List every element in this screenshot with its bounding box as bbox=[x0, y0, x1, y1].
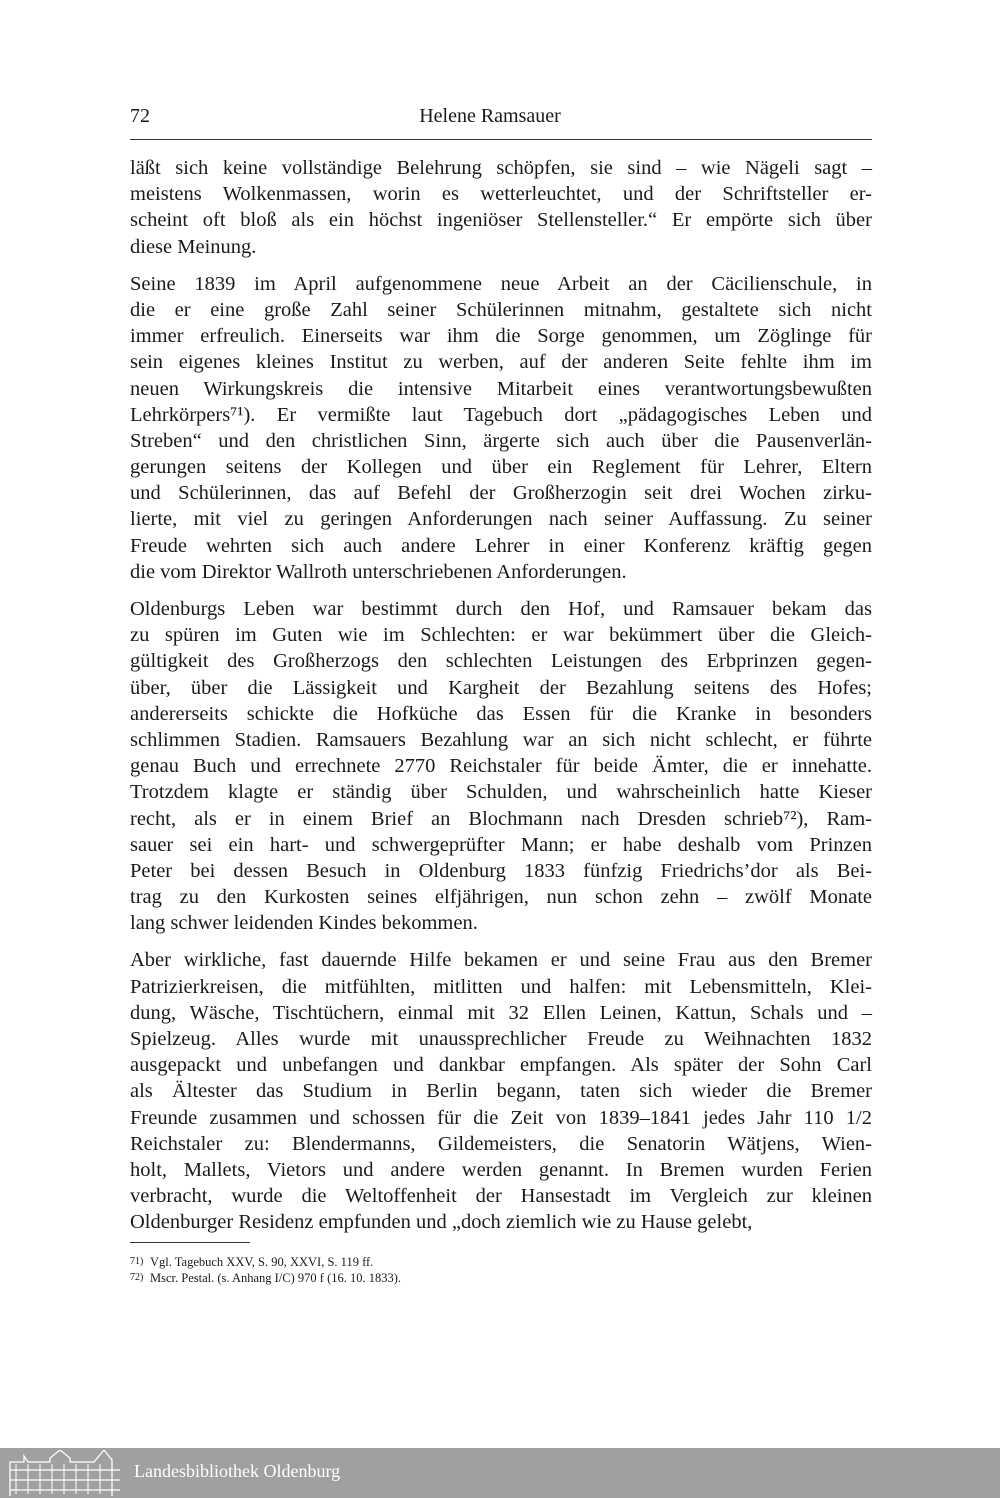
paragraph bbox=[130, 596, 872, 936]
page-number: 72 bbox=[130, 105, 150, 127]
footnote-number: 71) bbox=[130, 1256, 144, 1267]
text-line: Aber wirkliche, fast dauernde Hilfe bekamen er und seine Frau aus den Bremer bbox=[130, 949, 872, 972]
running-title: Helene Ramsauer bbox=[419, 105, 561, 127]
text-line: lierte, mit viel zu geringen Anforderungen nach seiner Auffassung. Zu seiner bbox=[130, 508, 872, 531]
header-rule bbox=[130, 139, 872, 140]
library-building-icon bbox=[6, 1450, 124, 1496]
footnote-text: Mscr. Pestal. (s. Anhang I/C) 970 f (16. 10. 1833). bbox=[150, 1271, 402, 1285]
text-line: Freude wehrten sich auch andere Lehrer in einer Konferenz kräftig gegen bbox=[130, 534, 872, 557]
text-line: holt, Mallets, Vietors und andere werden genannt. In Bremen wurden Ferien bbox=[130, 1158, 872, 1181]
text-line: dung, Wäsche, Tischtüchern, einmal mit 32 Ellen Leinen, Kattun, Schals und – bbox=[130, 1001, 872, 1024]
library-name: Landesbibliothek Oldenburg bbox=[134, 1461, 341, 1481]
footnote bbox=[130, 1254, 401, 1270]
footnote-text: Vgl. Tagebuch XXV, S. 90, XXVI, S. 119 ff. bbox=[150, 1255, 374, 1269]
text-line: zu spüren im Guten wie im Schlechten: er war bekümmert über die Gleich- bbox=[130, 624, 872, 647]
library-footer-bar bbox=[0, 1448, 1000, 1498]
text-line: die er eine große Zahl seiner Schülerinnen mitnahm, gestaltete sich nicht bbox=[130, 298, 872, 321]
text-line: verbracht, wurde die Weltoffenheit der Hansestadt im Vergleich zur kleinen bbox=[130, 1185, 872, 1208]
body-text bbox=[130, 155, 872, 1247]
text-line: als Ältester das Studium in Berlin begann, taten sich wieder die Bremer bbox=[130, 1080, 872, 1103]
text-line: Trotzdem klagte er ständig über Schulden, und wahrscheinlich hatte Kieser bbox=[130, 781, 872, 804]
text-line: Reichstaler zu: Blendermanns, Gildemeisters, die Senatorin Wätjens, Wien- bbox=[130, 1132, 872, 1155]
text-line: immer erfreulich. Einerseits war ihm die Sorge genommen, um Zöglinge für bbox=[130, 325, 872, 348]
text-line: ausgepackt und unbefangen und dankbar empfangen. Als später der Sohn Carl bbox=[130, 1054, 872, 1077]
text-line: sauer sei ein hart- und schwergeprüfter Mann; er habe deshalb vom Prinzen bbox=[130, 833, 872, 856]
text-line: Peter bei dessen Besuch in Oldenburg 1833 fünfzig Friedrichs’dor als Bei- bbox=[130, 859, 872, 882]
text-line: diese Meinung. bbox=[130, 235, 257, 258]
text-line: trag zu den Kurkosten seines elfjährigen, nun schon zehn – zwölf Monate bbox=[130, 886, 872, 909]
text-line: scheint oft bloß als ein höchst ingeniöser Stellensteller.“ Er empörte sich über bbox=[130, 209, 872, 232]
text-line: Oldenburgs Leben war bestimmt durch den Hof, und Ramsauer bekam das bbox=[130, 598, 872, 620]
text-line: Seine 1839 im April aufgenommene neue Arbeit an der Cäcilienschule, in bbox=[130, 272, 872, 295]
paragraph bbox=[130, 155, 872, 260]
text-line: Oldenburger Residenz empfunden und „doch ziemlich wie zu Hause gelebt, bbox=[130, 1211, 753, 1234]
text-line: gültigkeit des Großherzogs den schlechten Leistungen des Erbprinzen gegen- bbox=[130, 650, 872, 673]
text-line: andererseits schickte die Hofküche das Essen für die Kranke in besonders bbox=[130, 702, 872, 725]
text-line: genau Buch und errechnete 2770 Reichstaler für beide Ämter, die er innehatte. bbox=[130, 755, 872, 778]
text-line: Lehrkörpers⁷¹). Er vermißte laut Tagebuch dort „pädagogisches Leben und bbox=[130, 403, 872, 426]
paragraph bbox=[130, 271, 872, 585]
text-line: schlimmen Stadien. Ramsauers Bezahlung war an sich nicht schlecht, er führte bbox=[130, 728, 872, 751]
text-line: recht, als er in einem Brief an Blochmann nach Dresden schrieb⁷²), Ram- bbox=[130, 807, 872, 830]
text-line: über, über die Lässigkeit und Kargheit der Bezahlung seitens des Hofes; bbox=[130, 676, 872, 699]
text-line: Spielzeug. Alles wurde mit unaussprechlicher Freude zu Weihnachten 1832 bbox=[130, 1028, 872, 1050]
text-line: sein eigenes kleines Institut zu werben, auf der anderen Seite fehlte ihm im bbox=[130, 351, 872, 374]
footnote bbox=[130, 1270, 401, 1286]
text-line: gerungen seitens der Kollegen und über ein Reglement für Lehrer, Eltern bbox=[130, 456, 872, 479]
text-line: läßt sich keine vollständige Belehrung schöpfen, sie sind – wie Nägeli sagt – bbox=[130, 157, 872, 179]
text-line: meistens Wolkenmassen, worin es wetterleuchtet, und der Schriftsteller er- bbox=[130, 183, 872, 206]
text-line: neuen Wirkungskreis die intensive Mitarbeit eines verantwortungsbewußten bbox=[130, 377, 872, 400]
text-line: und Schülerinnen, das auf Befehl der Großherzogin seit drei Wochen zirku- bbox=[130, 482, 872, 505]
footnote-rule bbox=[130, 1242, 250, 1243]
text-line: lang schwer leidenden Kindes bekommen. bbox=[130, 912, 478, 935]
text-line: Streben“ und den christlichen Sinn, ärgerte sich auch über die Pausenverlän- bbox=[130, 429, 872, 452]
text-line: die vom Direktor Wallroth unterschriebenen Anforderungen. bbox=[130, 560, 627, 583]
footnote-number: 72) bbox=[130, 1272, 144, 1283]
footnotes bbox=[130, 1254, 401, 1286]
text-line: Patrizierkreisen, die mitfühlten, mitlitten und halfen: mit Lebensmitteln, Klei- bbox=[130, 975, 872, 998]
paragraph bbox=[130, 947, 872, 1235]
text-line: Freunde zusammen und schossen für die Zeit von 1839–1841 jedes Jahr 110 1/2 bbox=[130, 1106, 872, 1129]
